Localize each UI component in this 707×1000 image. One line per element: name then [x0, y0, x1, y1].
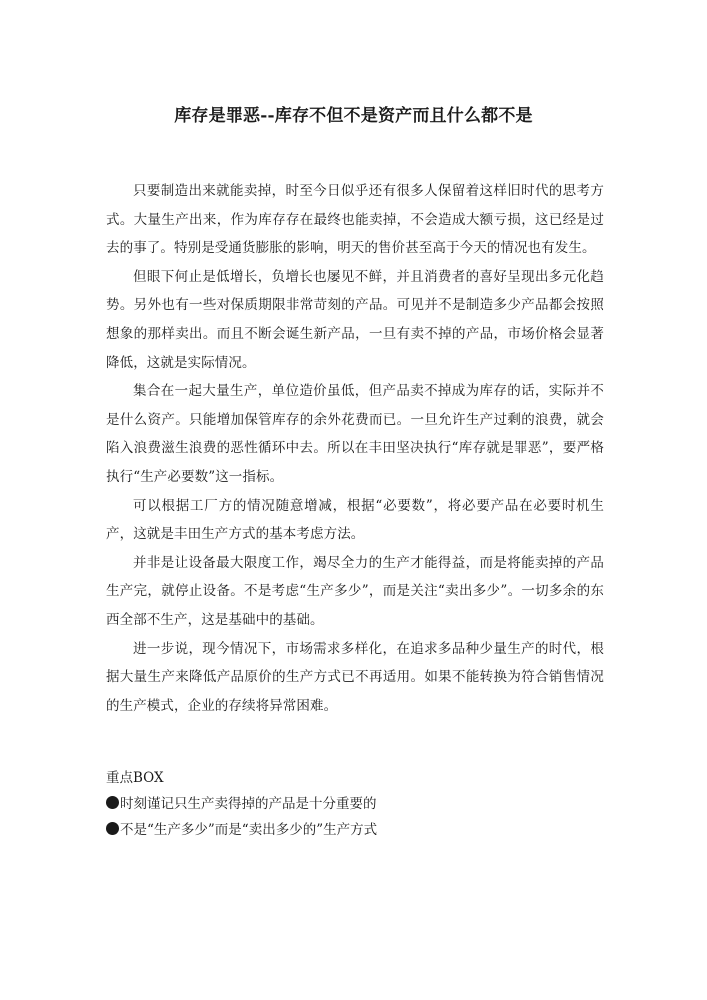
keypoint-item — [106, 817, 606, 843]
bullet-icon — [106, 822, 119, 835]
keypoint-item — [106, 791, 606, 817]
paragraph-2: 但眼下何止是低增长，负增长也屡见不鲜，并且消费者的喜好呈现出多元化趋势。另外也有一些对保质期限非常苛刻的产品。可见并不是制造多少产品都会按照想象的那样卖出。而且不断会诞生新产品，一旦有卖不掉的产品，市场价格会显著降低，这就是实际情况。 — [106, 268, 604, 371]
paragraph-6: 进一步说，现今情况下，市场需求多样化，在追求多品种少量生产的时代，根据大量生产来降低产品原价的生产方式已不再适用。如果不能转换为符合销售情况的生产模式，企业的存续将异常困难。 — [106, 640, 604, 714]
keypoint-text: 时刻谨记只生产卖得掉的产品是十分重要的 — [120, 796, 377, 812]
document-title: 库存是罪恶--库存不但不是资产而且什么都不是 — [174, 106, 533, 126]
paragraph-5: 并非是让设备最大限度工作，竭尽全力的生产才能得益，而是将能卖掉的产品生产完，就停止设备。不是考虑“生产多少”，而是关注“卖出多少”。一切多余的东西全部不生产，这是基础中的基础。 — [106, 554, 604, 628]
keypoints-title: 重点BOX — [106, 770, 164, 786]
paragraph-4: 可以根据工厂方的情况随意增减，根据“必要数”，将必要产品在必要时机生产，这就是丰田生产方式的基本考虑方法。 — [106, 497, 604, 543]
paragraph-3: 集合在一起大量生产，单位造价虽低，但产品卖不掉成为库存的话，实际并不是什么资产。只能增加保管库存的余外花费而已。一旦允许生产过剩的浪费，就会陷入浪费滋生浪费的恶性循环中去。所以在丰田坚决执行“库存就是罪恶”，要严格执行“生产必要数”这一指标。 — [106, 383, 604, 485]
keypoint-text: 不是“生产多少”而是“卖出多少的”生产方式 — [120, 822, 378, 838]
keypoints-box — [106, 765, 606, 843]
document-body — [106, 177, 604, 720]
paragraph-1: 只要制造出来就能卖掉，时至今日似乎还有很多人保留着这样旧时代的思考方式。大量生产出来，作为库存存在最终也能卖掉，不会造成大额亏损，这已经是过去的事了。特别是受通货膨胀的影响，明天的售价甚至高于今天的情况也有发生。 — [106, 183, 604, 257]
bullet-icon — [106, 796, 119, 809]
